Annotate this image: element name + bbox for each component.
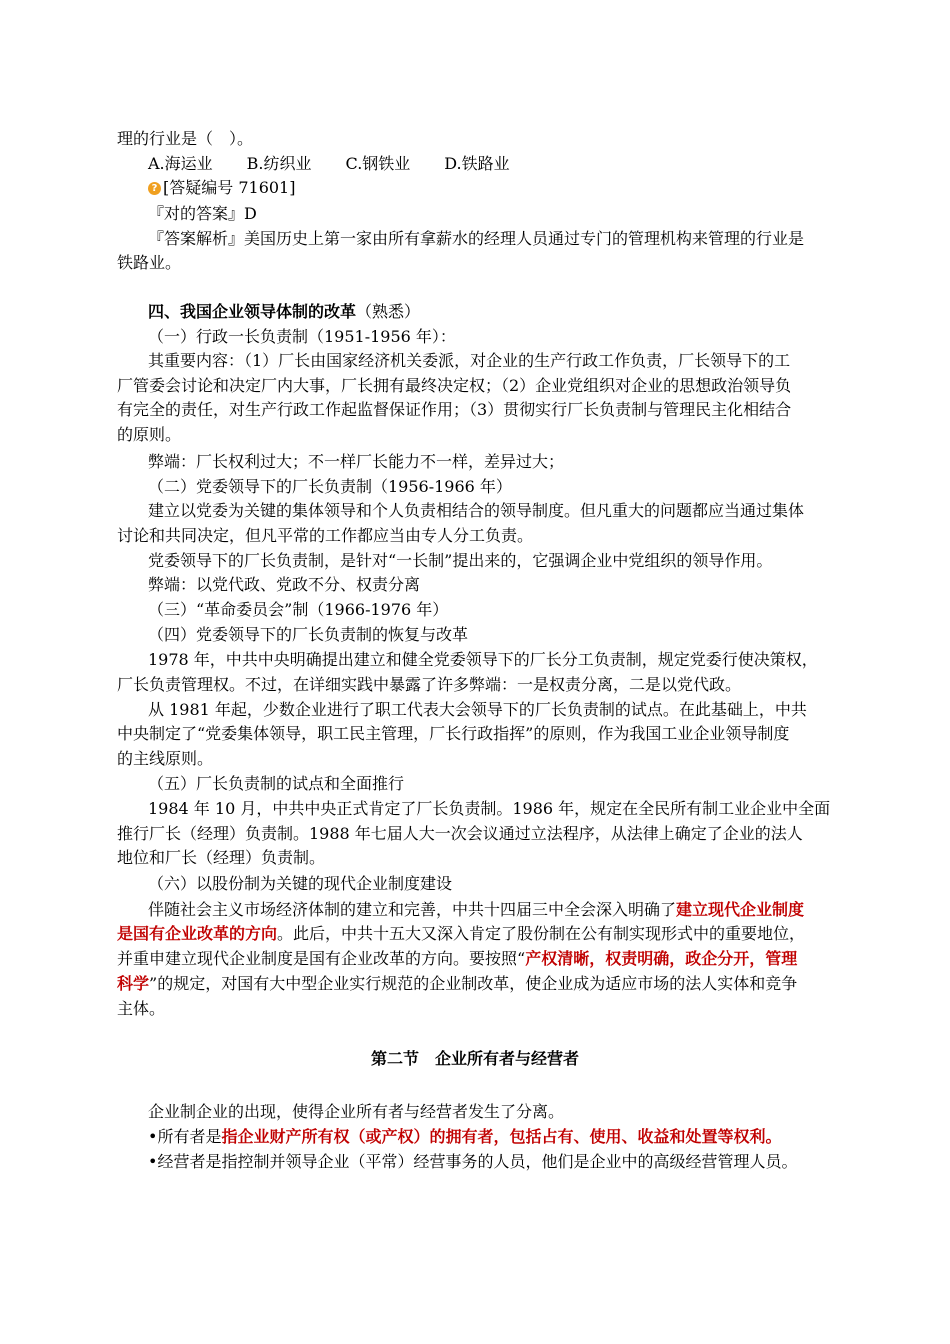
option-d: D.铁路业 bbox=[444, 154, 510, 173]
s1-body-2: 厂管委会讨论和决定厂内大事，厂长拥有最终决定权；（2）企业党组织对企业的思想政治领导负 bbox=[117, 376, 792, 395]
s6-line-4 bbox=[117, 972, 797, 997]
s5-body-2: 推行厂长（经理）负责制。1988 年七届人大一次会议通过立法程序，从法律上确定了企业的法人 bbox=[117, 824, 803, 843]
qa-ref: [答疑编号 71601] bbox=[163, 178, 296, 197]
s6-l3-highlight: 产权清晰，权责明确，政企分开，管理 bbox=[525, 949, 798, 968]
options-row bbox=[148, 152, 544, 177]
bullet-manager: •经营者是指控制并领导企业（平常）经营事务的人员，他们是企业中的高级经营管理人员。 bbox=[148, 1152, 798, 1171]
bullet-owner-highlight: 指企业财产所有权（或产权）的拥有者，包括占有、使用、收益和处置等权利。 bbox=[221, 1127, 782, 1146]
s6-line-5: 主体。 bbox=[117, 999, 166, 1018]
s6-l2-text: 。此后，中共十五大又深入肯定了股份制在公有制实现形式中的重要地位， bbox=[277, 924, 806, 943]
analysis-line-2: 铁路业。 bbox=[117, 253, 182, 272]
s1-head: （一）行政一长负责制（1951-1956 年）： bbox=[148, 327, 456, 346]
section2-title: 第二节 企业所有者与经营者 bbox=[370, 1049, 579, 1068]
s4-body2-2: 中央制定了“党委集体领导，职工民主管理，厂长行政指挥”的原则，作为我国工业企业领导制度 bbox=[117, 724, 790, 743]
section4-note: （熟悉） bbox=[356, 302, 421, 321]
s2-body-2: 讨论和共同决定，但凡平常的工作都应当由专人分工负责。 bbox=[117, 526, 534, 545]
s4-body-1: 1978 年，中共中央明确提出建立和健全党委领导下的厂长分工负责制，规定党委行使决策权， bbox=[148, 650, 818, 669]
s5-body-3: 地位和厂长（经理）负责制。 bbox=[117, 848, 326, 867]
section4-title-text: 四、我国企业领导体制的改革 bbox=[148, 302, 357, 321]
separation-text: 企业制企业的出现，使得企业所有者与经营者发生了分离。 bbox=[148, 1102, 565, 1121]
bullet-owner-text: •所有者是 bbox=[148, 1127, 222, 1146]
option-c: C.钢铁业 bbox=[345, 154, 411, 173]
qa-ref-line bbox=[148, 176, 295, 201]
s6-l1-highlight: 建立现代企业制度 bbox=[676, 900, 805, 919]
s2-head: （二）党委领导下的厂长负责制（1956-1966 年） bbox=[148, 477, 512, 496]
option-a: A.海运业 bbox=[148, 154, 213, 173]
s1-body-3: 有完全的责任，对生产行政工作起监督保证作用；（3）贯彻实行厂长负责制与管理民主化相结合 bbox=[117, 400, 792, 419]
s2-defect: 弊端：以党代政、党政不分、权责分离 bbox=[148, 575, 421, 594]
s6-l2-highlight: 是国有企业改革的方向 bbox=[117, 924, 278, 943]
s1-body-4: 的原则。 bbox=[117, 425, 182, 444]
s2-body-1: 建立以党委为关键的集体领导和个人负责相结合的领导制度。但凡重大的问题都应当通过集体 bbox=[148, 501, 805, 520]
s1-body-1: 其重要内容：（1）厂长由国家经济机关委派，对企业的生产行政工作负责，厂长领导下的工 bbox=[148, 351, 791, 370]
s6-line-3 bbox=[117, 947, 797, 972]
analysis-line-1: 『答案解析』美国历史上第一家由所有拿薪水的经理人员通过专门的管理机构来管理的行业是 bbox=[148, 229, 805, 248]
section4-title bbox=[148, 300, 420, 325]
bullet-owner bbox=[148, 1125, 781, 1150]
s5-body-1: 1984 年 10 月，中共中央正式肯定了厂长负责制。1986 年，规定在全民所有制工业企业中全面 bbox=[148, 799, 831, 818]
s6-line-1 bbox=[148, 898, 804, 923]
s4-body2-3: 的主线原则。 bbox=[117, 749, 214, 768]
s4-head: （四）党委领导下的厂长负责制的恢复与改革 bbox=[148, 625, 469, 644]
answer: 『对的答案』D bbox=[148, 204, 257, 223]
s6-l3-text: 并重申建立现代企业制度是国有企业改革的方向。要按照“ bbox=[117, 949, 526, 968]
s3-head: （三）“革命委员会”制（1966-1976 年） bbox=[148, 600, 449, 619]
s5-head: （五）厂长负责制的试点和全面推行 bbox=[148, 774, 405, 793]
s6-l4-highlight: 科学 bbox=[117, 974, 150, 993]
s1-defect: 弊端：厂长权利过大；不一样厂长能力不一样，差异过大； bbox=[148, 452, 565, 471]
s2-body2: 党委领导下的厂长负责制，是针对“一长制”提出来的，它强调企业中党组织的领导作用。 bbox=[148, 551, 773, 570]
question-tail: 理的行业是（ ）。 bbox=[117, 129, 254, 148]
s6-l1-text: 伴随社会主义市场经济体制的建立和完善，中共十四届三中全会深入明确了 bbox=[148, 900, 677, 919]
s4-body-2: 厂长负责管理权。不过，在详细实践中暴露了许多弊端：一是权责分离，二是以党代政。 bbox=[117, 675, 742, 694]
s4-body2-1: 从 1981 年起，少数企业进行了职工代表大会领导下的厂长负责制的试点。在此基础上，中共 bbox=[148, 700, 807, 719]
option-b: B.纺织业 bbox=[246, 154, 312, 173]
s6-line-2 bbox=[117, 922, 805, 947]
s6-l4-text: ”的规定，对国有大中型企业实行规范的企业制改革，使企业成为适应市场的法人实体和竞争 bbox=[149, 974, 798, 993]
s6-head: （六）以股份制为关键的现代企业制度建设 bbox=[148, 874, 453, 893]
question-icon: ? bbox=[148, 182, 161, 195]
